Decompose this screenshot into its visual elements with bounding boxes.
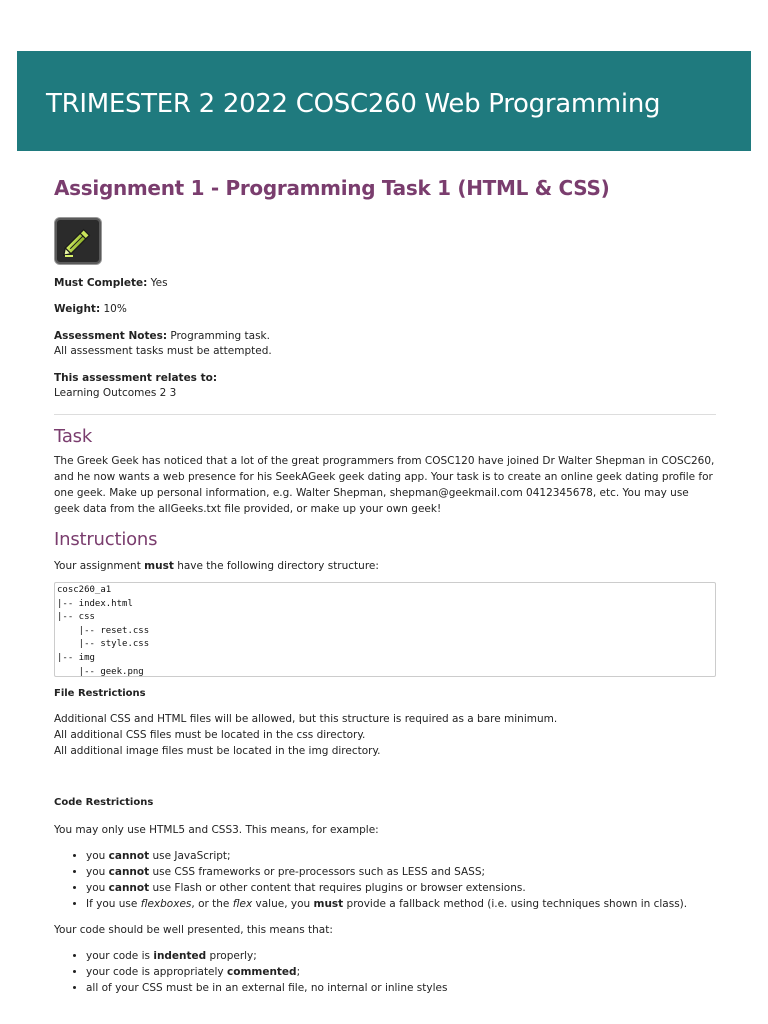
- presentation-list: [54, 948, 716, 996]
- item-bold: must: [313, 898, 344, 910]
- list-item: [86, 864, 716, 880]
- course-banner: [17, 51, 751, 151]
- relates-value: Learning Outcomes 2 3: [54, 387, 177, 399]
- presentation-intro: Your code should be well presented, this means that:: [54, 924, 333, 936]
- notes-value: Programming task.: [170, 330, 270, 342]
- item-bold: cannot: [108, 866, 150, 878]
- must-complete-value: Yes: [150, 277, 168, 289]
- code-restrictions-intro: You may only use HTML5 and CSS3. This means, for example:: [54, 824, 379, 836]
- weight-label: Weight:: [54, 303, 101, 315]
- item-text: you: [86, 882, 109, 894]
- relates-row: [54, 371, 716, 386]
- pencil-icon: [54, 217, 102, 265]
- file-restriction-line: All additional CSS files must be located in the css directory.: [54, 729, 366, 741]
- list-item: [86, 880, 716, 896]
- must-complete-label: Must Complete:: [54, 277, 148, 289]
- must-complete-row: [54, 276, 716, 291]
- item-text: value, you: [252, 898, 314, 910]
- list-item: [86, 964, 716, 980]
- notes-row: [54, 329, 716, 344]
- item-text: properly;: [206, 950, 257, 962]
- item-text: use JavaScript;: [149, 850, 231, 862]
- intro-text-1: Your assignment: [54, 560, 145, 572]
- item-text: your code is appropriately: [86, 966, 227, 978]
- item-text: you: [86, 866, 109, 878]
- item-text: ;: [296, 966, 301, 978]
- directory-intro: [54, 558, 716, 574]
- item-bold: cannot: [108, 882, 150, 894]
- course-title: TRIMESTER 2 2022 COSC260 Web Programming: [46, 89, 661, 119]
- item-bold: indented: [153, 950, 207, 962]
- item-text: use Flash or other content that requires plugins or browser extensions.: [149, 882, 526, 894]
- intro-text-2: have the following directory structure:: [173, 560, 379, 572]
- task-heading: Task: [54, 426, 93, 447]
- instructions-heading: Instructions: [54, 529, 158, 550]
- item-text: you: [86, 850, 109, 862]
- item-italic: flexboxes: [140, 898, 192, 910]
- item-bold: commented: [227, 966, 297, 978]
- list-item: [86, 848, 716, 864]
- main-content: [54, 176, 716, 996]
- item-text: , or the: [191, 898, 233, 910]
- item-bold: cannot: [108, 850, 150, 862]
- item-text: If you use: [86, 898, 141, 910]
- notes-line-2: All assessment tasks must be attempted.: [54, 345, 272, 357]
- list-item: [86, 980, 716, 996]
- code-restrictions-heading: Code Restrictions: [54, 797, 154, 808]
- item-text: all of your CSS must be in an external file, no internal or inline styles: [86, 982, 448, 994]
- list-item: [86, 948, 716, 964]
- list-item: [86, 896, 716, 912]
- item-text: provide a fallback method (i.e. using techniques shown in class).: [343, 898, 688, 910]
- intro-bold: must: [144, 560, 174, 572]
- weight-row: [54, 302, 716, 317]
- task-paragraph: The Greek Geek has noticed that a lot of the great programmers from COSC120 have joined Dr Walter Shepman in COSC260, and he now wants a web presence for his SeekAGeek geek dating app. Your task is to create an online geek dating profile for one geek. Make up personal information, e.g. Walter Shepman, shepman@geekmail.com 0412345678, etc. You may use geek data from the allGeeks.txt file provided, or make up your own geek!: [54, 455, 715, 515]
- item-text: your code is: [86, 950, 154, 962]
- code-restrictions-list: [54, 848, 716, 912]
- file-restriction-line: All additional image files must be located in the img directory.: [54, 745, 381, 757]
- assessment-meta: [54, 276, 716, 401]
- item-text: use CSS frameworks or pre-processors such as LESS and SASS;: [149, 866, 486, 878]
- assignment-title: Assignment 1 - Programming Task 1 (HTML & CSS): [54, 176, 610, 200]
- file-restriction-line: Additional CSS and HTML files will be allowed, but this structure is required as a bare minimum.: [54, 713, 558, 725]
- weight-value: 10%: [103, 303, 127, 315]
- item-italic: flex: [232, 898, 253, 910]
- relates-label: This assessment relates to:: [54, 372, 218, 384]
- notes-label: Assessment Notes:: [54, 330, 168, 342]
- section-divider: [54, 414, 716, 415]
- directory-tree: cosc260_a1 |-- index.html |-- css |-- reset.css |-- style.css |-- img |-- geek.png: [54, 582, 716, 677]
- file-restrictions: [54, 711, 716, 759]
- file-restrictions-heading: File Restrictions: [54, 688, 146, 699]
